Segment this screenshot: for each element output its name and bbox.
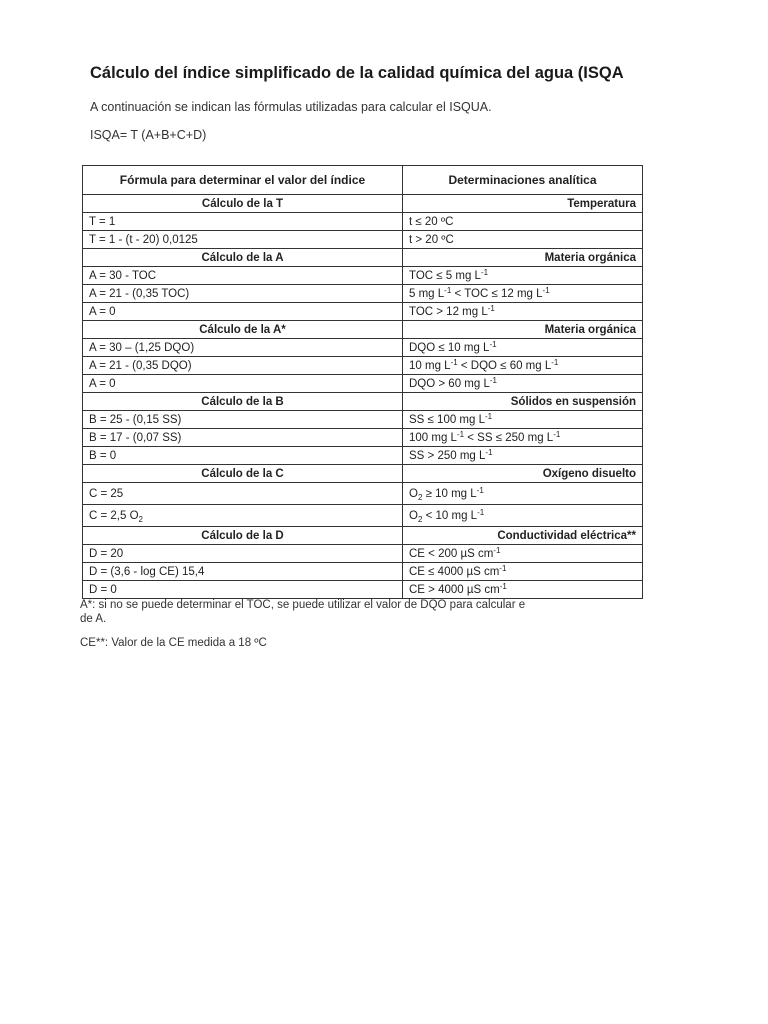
- section-title-formula: Cálculo de la B: [83, 393, 403, 411]
- table-row: [83, 213, 643, 231]
- section-title-formula: Cálculo de la T: [83, 195, 403, 213]
- section-title-formula: Cálculo de la A*: [83, 321, 403, 339]
- condition-cell: SS > 250 mg $L^{-1}$: [403, 447, 643, 465]
- table-row: [83, 429, 643, 447]
- table-row: [83, 483, 643, 505]
- condition-cell: 100 mg $L^{-1}$ < SS ≤ 250 mg $L^{-1}$: [403, 429, 643, 447]
- condition-cell: TOC ≤ 5 mg $L^{-1}$: [403, 267, 643, 285]
- condition-cell: $O_2 \ge 10$ mg $L^{-1}$: [403, 483, 643, 505]
- section-title-formula: Cálculo de la A: [83, 249, 403, 267]
- section-title-determination: Conductividad eléctrica**: [403, 527, 643, 545]
- footnote-a-star-line2: de A.: [80, 613, 107, 625]
- header-determinations: Determinaciones analítica: [403, 166, 643, 195]
- table-row: [83, 267, 643, 285]
- table-row: [83, 339, 643, 357]
- isqa-formula-table: [82, 165, 643, 599]
- condition-cell: DQO > 60 mg $L^{-1}$: [403, 375, 643, 393]
- formula-cell: A = 0: [83, 375, 403, 393]
- table-row: [83, 563, 643, 581]
- table-row: [83, 505, 643, 527]
- table-row: [83, 411, 643, 429]
- condition-cell: DQO ≤ 10 mg $L^{-1}$: [403, 339, 643, 357]
- header-formula: Fórmula para determinar el valor del índice: [83, 166, 403, 195]
- condition-cell: t ≤ 20 ºC: [403, 213, 643, 231]
- table-row: [83, 303, 643, 321]
- formula-cell: T = 1 - (t - 20) 0,0125: [83, 231, 403, 249]
- formula-cell: B = 0: [83, 447, 403, 465]
- section-header-row: [83, 393, 643, 411]
- table-row: [83, 375, 643, 393]
- section-header-row: [83, 249, 643, 267]
- table-body: [83, 195, 643, 599]
- intro-text: A continuación se indican las fórmulas utilizadas para calcular el ISQUA.: [90, 100, 492, 114]
- table-row: [83, 357, 643, 375]
- condition-cell: SS ≤ 100 mg $L^{-1}$: [403, 411, 643, 429]
- condition-cell: CE < 200 µS $cm^{-1}$: [403, 545, 643, 563]
- section-title-determination: Sólidos en suspensión: [403, 393, 643, 411]
- table-row: [83, 231, 643, 249]
- section-title-determination: Materia orgánica: [403, 249, 643, 267]
- section-header-row: [83, 527, 643, 545]
- formula-cell: A = 21 - (0,35 DQO): [83, 357, 403, 375]
- condition-cell: 10 mg $L^{-1}$ < DQO ≤ 60 mg $L^{-1}$: [403, 357, 643, 375]
- section-header-row: [83, 321, 643, 339]
- footnote-a-star-line1: A*: si no se puede determinar el TOC, se puede utilizar el valor de DQO para calcular e: [80, 599, 526, 611]
- formula-cell: D = 20: [83, 545, 403, 563]
- condition-cell: TOC > 12 mg $L^{-1}$: [403, 303, 643, 321]
- footnotes: [80, 598, 640, 650]
- isqa-formula: ISQA= T (A+B+C+D): [90, 128, 207, 142]
- formula-cell: A = 0: [83, 303, 403, 321]
- condition-cell: CE > 4000 µS $cm^{-1}$: [403, 581, 643, 599]
- document-title: Cálculo del índice simplificado de la calidad química del agua (ISQA: [90, 64, 624, 82]
- formula-cell: B = 25 - (0,15 SS): [83, 411, 403, 429]
- table-header-row: [83, 166, 643, 195]
- formula-cell: C = 2,5 $O_2$: [83, 505, 403, 527]
- condition-cell: $O_2 < 10$ mg $L^{-1}$: [403, 505, 643, 527]
- table-row: [83, 285, 643, 303]
- section-header-row: [83, 465, 643, 483]
- table-row: [83, 545, 643, 563]
- section-title-determination: Oxígeno disuelto: [403, 465, 643, 483]
- section-title-formula: Cálculo de la D: [83, 527, 403, 545]
- section-header-row: [83, 195, 643, 213]
- formula-cell: A = 21 - (0,35 TOC): [83, 285, 403, 303]
- formula-cell: C = 25: [83, 483, 403, 505]
- formula-cell: A = 30 - TOC: [83, 267, 403, 285]
- section-title-determination: Temperatura: [403, 195, 643, 213]
- formula-cell: T = 1: [83, 213, 403, 231]
- section-title-formula: Cálculo de la C: [83, 465, 403, 483]
- footnote-ce: CE**: Valor de la CE medida a 18 ºC: [80, 637, 267, 649]
- condition-cell: t > 20 ºC: [403, 231, 643, 249]
- condition-cell: 5 mg $L^{-1}$ < TOC ≤ 12 mg $L^{-1}$: [403, 285, 643, 303]
- formula-cell: D = 0: [83, 581, 403, 599]
- formula-cell: D = (3,6 - log CE) 15,4: [83, 563, 403, 581]
- section-title-determination: Materia orgánica: [403, 321, 643, 339]
- condition-cell: CE ≤ 4000 µS $cm^{-1}$: [403, 563, 643, 581]
- formula-cell: B = 17 - (0,07 SS): [83, 429, 403, 447]
- table-row: [83, 447, 643, 465]
- table-row: [83, 581, 643, 599]
- formula-cell: A = 30 – (1,25 DQO): [83, 339, 403, 357]
